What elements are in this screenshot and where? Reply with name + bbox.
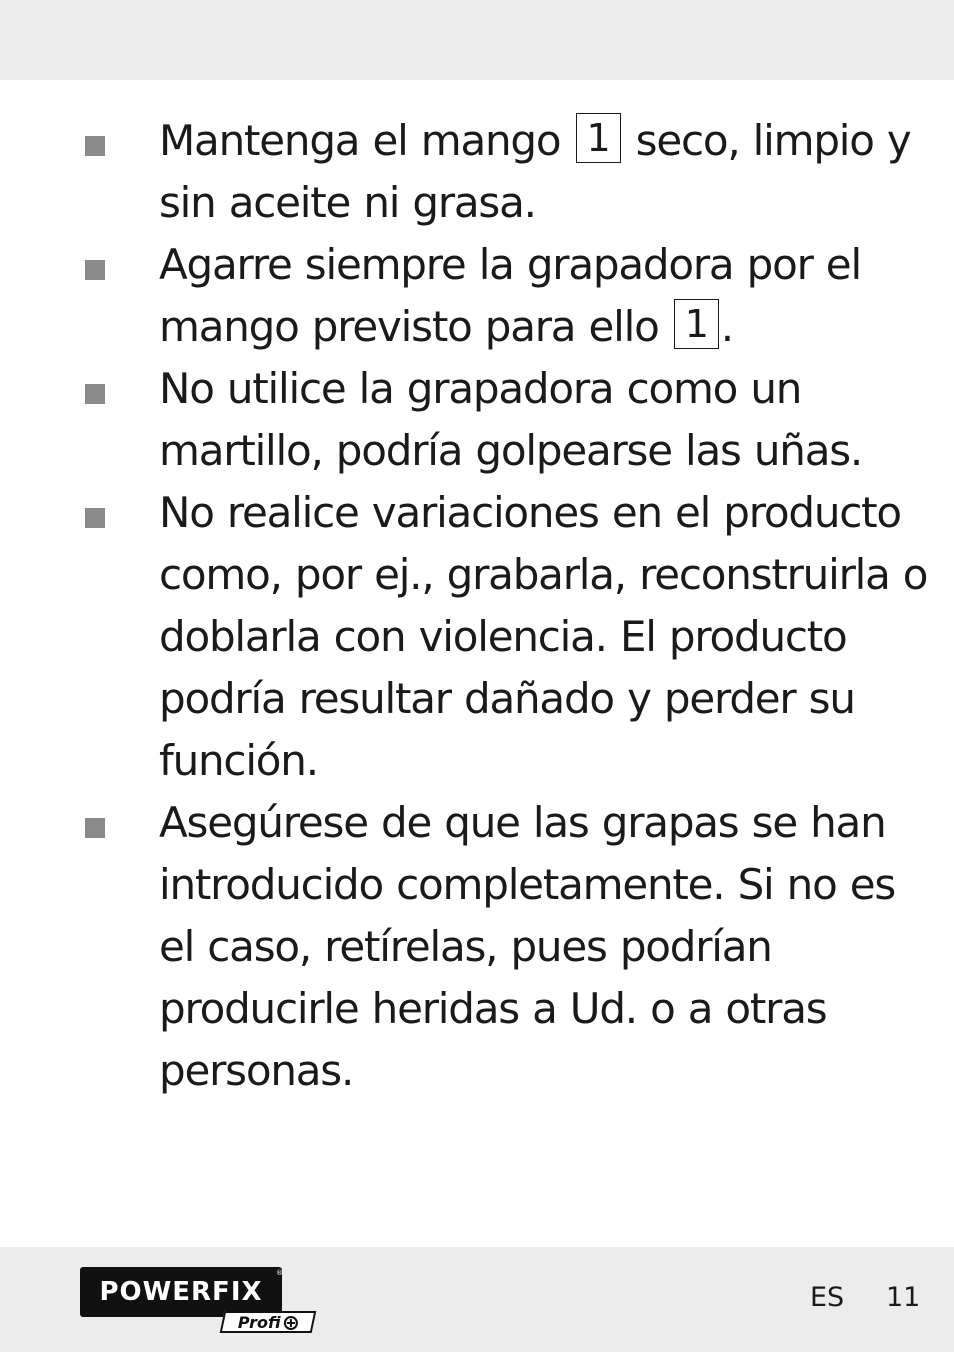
reference-number-box: 1 — [576, 113, 621, 163]
bullet-text: Asegúrese de que las grapas se han introducido completamente. Si no es el caso, retírelas, pues podrían producirle heridas a Ud. o a otras personas. — [159, 798, 896, 1095]
logo-main-plate — [80, 1267, 282, 1317]
list-item — [0, 234, 954, 358]
logo-sub-badge — [220, 1311, 317, 1333]
bullet-square-icon — [85, 136, 105, 156]
bullet-square-icon — [85, 508, 105, 528]
language-code: ES — [810, 1282, 845, 1313]
brand-logo — [80, 1267, 283, 1332]
logo-sub-wordmark: Profi — [238, 1312, 281, 1332]
page-number: 11 — [886, 1282, 921, 1313]
header-band — [0, 0, 954, 80]
bullet-square-icon — [85, 384, 105, 404]
bullet-text: No realice variaciones en el producto como, por ej., grabarla, reconstruirla o doblarla con violencia. El producto podría resultar dañado y perder su función. — [159, 488, 928, 785]
bullet-square-icon — [85, 818, 105, 838]
list-item — [0, 792, 954, 1102]
list-item — [0, 110, 954, 234]
registered-mark: ® — [276, 1269, 283, 1277]
plus-circle-icon — [284, 1316, 298, 1330]
bullet-text: Agarre siempre la grapadora por el mango previsto para ello — [159, 240, 861, 351]
bullet-text: seco, limpio y sin aceite ni grasa. — [159, 116, 911, 227]
safety-instructions-list — [0, 110, 954, 1102]
bullet-square-icon — [85, 260, 105, 280]
logo-wordmark: POWERFIX — [99, 1277, 263, 1307]
bullet-text: No utilice la grapadora como un martillo, podría golpearse las uñas. — [159, 364, 863, 475]
bullet-text: Mantenga el mango — [159, 116, 574, 165]
bullet-text: . — [720, 302, 733, 351]
list-item — [0, 482, 954, 792]
reference-number-box: 1 — [674, 299, 719, 349]
list-item — [0, 358, 954, 482]
